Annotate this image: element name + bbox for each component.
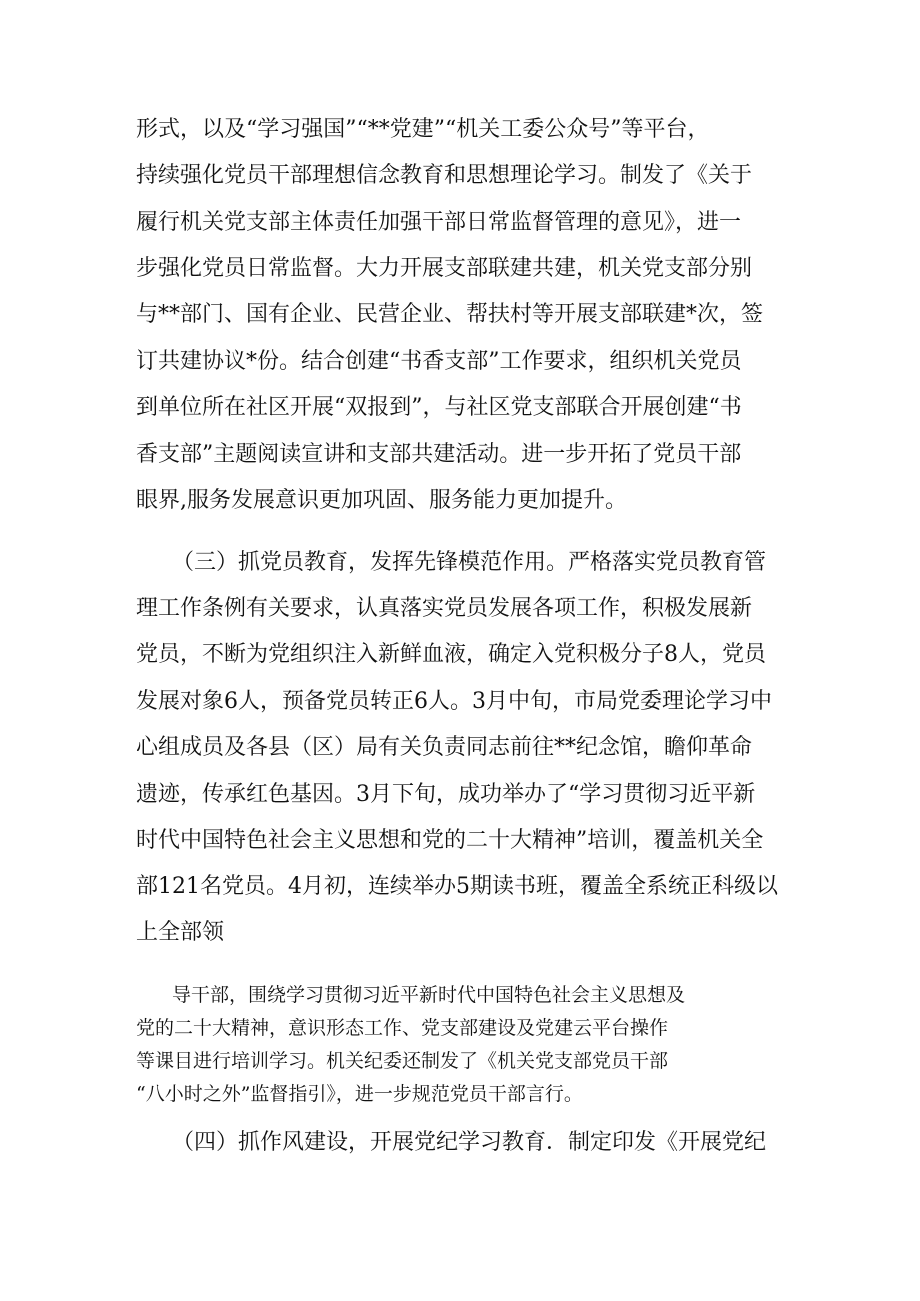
text-line: 香支部”主题阅读宣讲和支部共建活动。进一步开拓了党员干部 — [136, 442, 742, 467]
text-line: 与**部门、国有企业、民营企业、帮扶村等开展支部联建*次，签 — [136, 302, 764, 327]
text-line: 时代中国特色社会主义思想和党的二十大精神”培训，覆盖机关全 — [136, 828, 764, 853]
text-line: 发展对象6人，预备党员转正6人。3月中旬，市局党委理论学习中 — [136, 689, 772, 714]
text-line: 心组成员及各县（区）局有关负责同志前往**纪念馆，瞻仰革命 — [136, 735, 753, 760]
text-line: 导干部，围绕学习贯彻习近平新时代中国特色社会主义思想及 — [172, 984, 686, 1006]
text-line: 部121名党员。4月初，连续举办5期读书班，覆盖全系统正科级以 — [136, 874, 778, 899]
section-heading-line: （三）抓党员教育，发挥先锋模范作用。严格落实党员教育管 — [172, 550, 767, 575]
text-line: 眼界,服务发展意识更加巩固、服务能力更加提升。 — [136, 488, 627, 513]
text-line: 等课目进行培训学习。机关纪委还制发了《机关党支部党员干部 — [136, 1050, 669, 1072]
text-line: 履行机关党支部主体责任加强干部日常监督管理的意见》，进一 — [136, 210, 742, 235]
section-heading-line: （四）抓作风建设，开展党纪学习教育．制定印发《开展党纪 — [172, 1130, 767, 1155]
text-line: 形式，以及“学习强国”“**党建”“机关工委公众号”等平台， — [136, 117, 710, 142]
text-line: 步强化党员日常监督。大力开展支部联建共建，机关党支部分别 — [136, 256, 753, 281]
text-line: 理工作条例有关要求，认真落实党员发展各项工作，积极发展新 — [136, 596, 753, 621]
text-line: 上全部领 — [136, 920, 225, 945]
text-line: 持续强化党员干部理想信念教育和思想理论学习。制发了《关于 — [136, 163, 753, 188]
text-line: 到单位所在社区开展“双报到”，与社区党支部联合开展创建“书 — [136, 395, 742, 420]
text-line: “八小时之外”监督指引》，进一步规范党员干部言行。 — [136, 1083, 583, 1105]
text-line: 遗迹，传承红色基因。3月下旬，成功举办了“学习贯彻习近平新 — [136, 782, 756, 807]
text-line: 订共建协议*份。结合创建“书香支部”工作要求，组织机关党员 — [136, 349, 742, 374]
text-line: 党员，不断为党组织注入新鲜血液，确定入党积极分子8人，党员 — [136, 642, 766, 667]
text-line: 党的二十大精神，意识形态工作、党支部建设及党建云平台操作 — [136, 1017, 669, 1039]
